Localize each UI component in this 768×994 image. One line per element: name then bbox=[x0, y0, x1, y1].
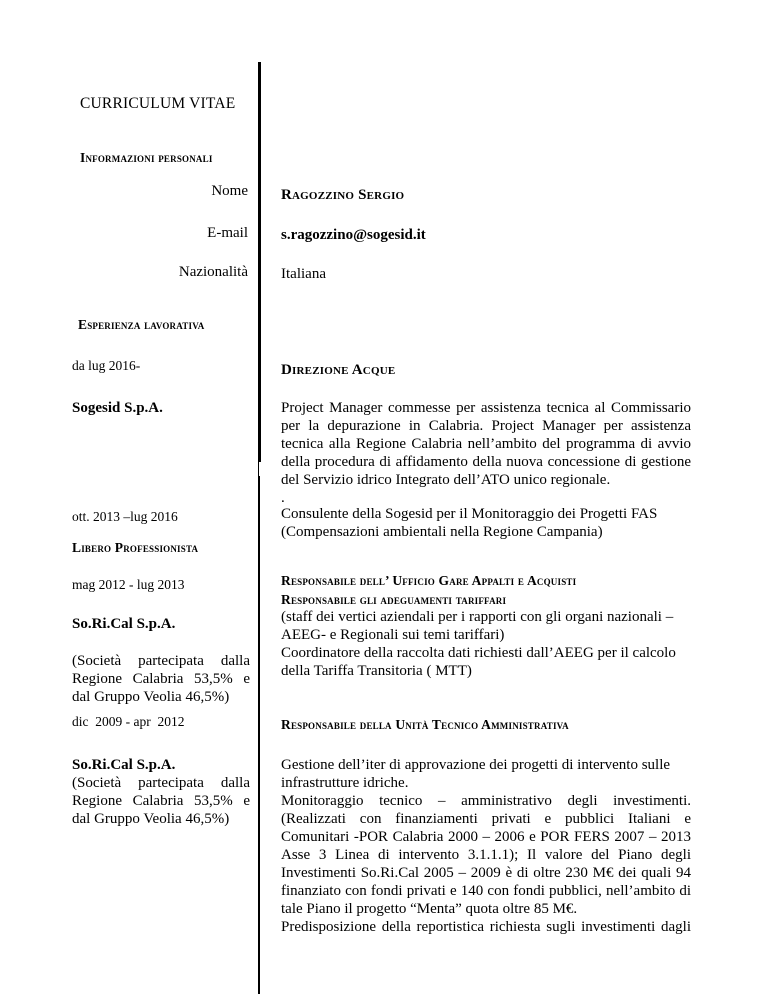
entry-1-company: Sogesid S.p.A. bbox=[72, 400, 163, 416]
entry-3-company-note: (Società partecipata dalla Regione Calabria 53,5% e dal Gruppo Veolia 46,5%) bbox=[72, 653, 250, 705]
name-label: Nome bbox=[211, 183, 248, 199]
email-label: E-mail bbox=[207, 225, 248, 241]
entry-4-description-line-1: Gestione dell’iter di approvazione dei progetti di intervento sulle infrastrutture idriche. bbox=[281, 757, 671, 791]
entry-2-company: Libero Professionista bbox=[72, 540, 199, 555]
entry-3-role-1: Responsabile dell’ Ufficio Gare Appalti e Acquisti bbox=[281, 573, 577, 588]
entry-4-company-note: (Società partecipata dalla Regione Calabria 53,5% e dal Gruppo Veolia 46,5%) bbox=[72, 775, 250, 827]
personal-info-heading: Informazioni personali bbox=[80, 150, 213, 165]
entry-2-description: Consulente della Sogesid per il Monitoraggio dei Progetti FAS (Compensazioni ambientali nella Regione Campania) bbox=[281, 506, 658, 540]
cv-title: CURRICULUM VITAE bbox=[80, 95, 236, 112]
nationality-label: Nazionalità bbox=[178, 264, 248, 280]
entry-3-role-2: Responsabile gli adeguamenti tariffari bbox=[281, 592, 507, 607]
entry-1-date: da lug 2016- bbox=[72, 358, 141, 373]
entry-4-description bbox=[281, 756, 691, 936]
email-value: s.ragozzino@sogesid.it bbox=[281, 227, 426, 243]
entry-1-description: Project Manager commesse per assistenza tecnica al Commissario per la depurazione in Calabria. Project Manager per assistenza tecnica alla Regione Calabria nell’ambito del programma di avvio della procedura di affidamento della nuova concessione di gestione del Servizio idrico Integrato dell’ATO unico regionale. . bbox=[281, 400, 691, 506]
vertical-rule-bottom bbox=[258, 476, 260, 994]
entry-4-description-line-2: Monitoraggio tecnico – amministrativo degli investimenti.(Realizzati con finanziamenti privati e pubblici Italiani e Comunitari -POR Calabria 2000 – 2006 e POR FERS 2007 – 2013 Asse 3 Linea di intervento 3.1.1.1); Il valore del Piano degli Investimenti So.Ri.Cal 2005 – 2009 è di oltre 230 M€ dei quali 94 finanziato con fondi privati e 140 con fondi pubblici, nell’ambito di tale Piano il progetto “Menta” quota oltre 85 M€. bbox=[281, 793, 691, 917]
entry-2-date: ott. 2013 –lug 2016 bbox=[72, 509, 178, 524]
nationality-value: Italiana bbox=[281, 266, 326, 282]
entry-4-company: So.Ri.Cal S.p.A. bbox=[72, 757, 176, 773]
name-value: Ragozzino Sergio bbox=[281, 187, 405, 203]
experience-heading: Esperienza lavorativa bbox=[78, 317, 205, 332]
entry-3-company: So.Ri.Cal S.p.A. bbox=[72, 616, 176, 632]
entry-3-description: (staff dei vertici aziendali per i rapporti con gli organi nazionali – AEEG- e Regionali sui temi tariffari) Coordinatore della raccolta dati richiesti dall’AEEG per il calcolo della Tariffa Transitoria ( MTT) bbox=[281, 609, 676, 679]
entry-1-role: Direzione Acque bbox=[281, 362, 396, 378]
vertical-rule-top bbox=[258, 62, 261, 462]
vertical-rule-middle bbox=[258, 462, 259, 476]
entry-4-description-line-3: Predisposizione della reportistica richiesta sugli investimenti dagli bbox=[281, 919, 691, 935]
entry-4-role: Responsabile della Unità Tecnico Amministrativa bbox=[281, 717, 569, 732]
entry-3-date: mag 2012 - lug 2013 bbox=[72, 577, 185, 592]
entry-4-date: dic 2009 - apr 2012 bbox=[72, 714, 185, 729]
